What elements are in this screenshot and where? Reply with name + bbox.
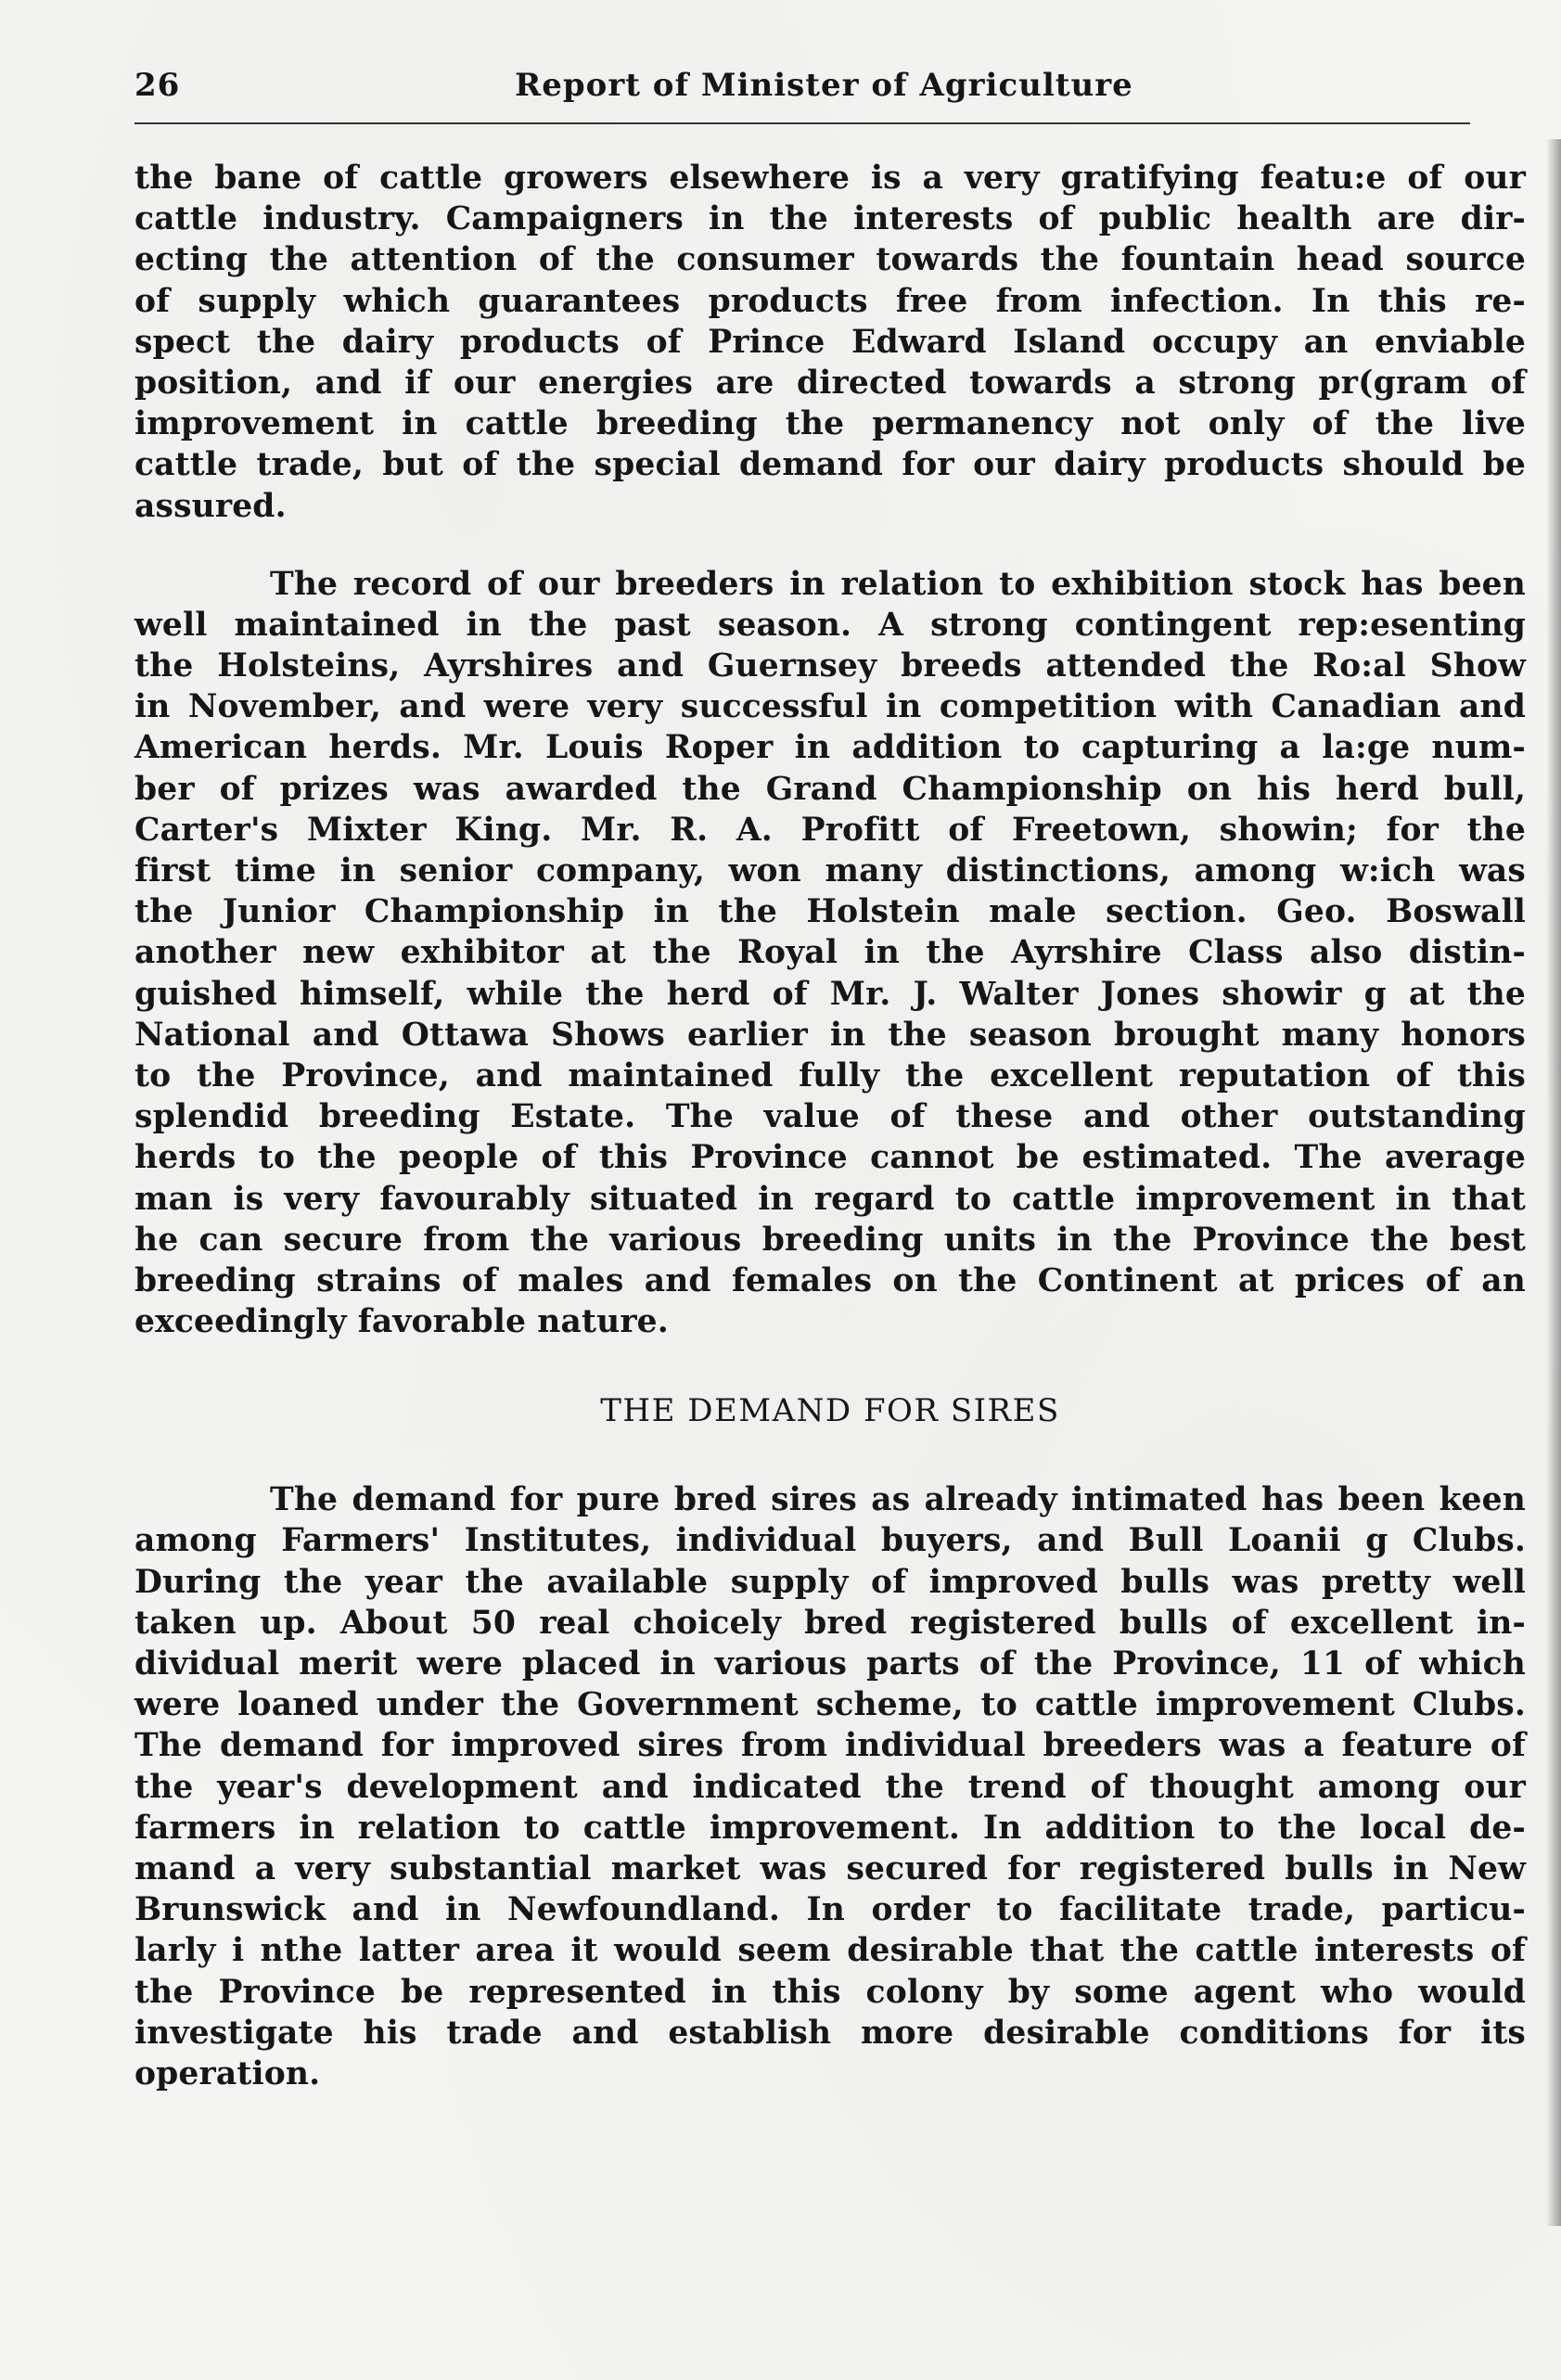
text-line: mand a very substantial market was secured for registered bulls in New	[134, 1849, 1526, 1887]
text-line: operation.	[134, 2054, 321, 2092]
text-line: position, and if our energies are directed towards a strong pr(gram of	[134, 364, 1526, 402]
text-line: guished himself, while the herd of Mr. J. Walter Jones showir g at the	[134, 975, 1526, 1013]
paragraph-exhibition-record	[134, 564, 1526, 1343]
paragraph-demand-for-sires	[134, 1479, 1526, 2094]
page-edge-shadow	[1546, 139, 1561, 2226]
text-line: splendid breeding Estate. The value of these and other outstanding	[134, 1098, 1526, 1136]
text-line: investigate his trade and establish more desirable conditions for its	[134, 2014, 1526, 2052]
text-line: man is very favourably situated in regard to cattle improvement in that	[134, 1180, 1526, 1218]
text-line: another new exhibitor at the Royal in the Ayrshire Class also distin-	[134, 934, 1526, 972]
text-line: well maintained in the past season. A strong contingent rep:esenting	[134, 606, 1526, 644]
running-title: Report of Minister of Agriculture	[515, 67, 1133, 104]
text-line: spect the dairy products of Prince Edward Island occupy an enviable	[134, 323, 1526, 361]
text-line: Carter's Mixter King. Mr. R. A. Profitt of Freetown, showin; for the	[134, 811, 1526, 849]
text-line: the bane of cattle growers elsewhere is a very gratifying featu:e of our	[134, 160, 1526, 197]
body-text	[134, 158, 1526, 2094]
text-line: of supply which guarantees products free from infection. In this re-	[134, 282, 1526, 320]
text-line: The demand for improved sires from individual breeders was a feature of	[134, 1727, 1526, 1765]
text-line: the year's development and indicated the trend of thought among our	[134, 1768, 1526, 1806]
text-line: taken up. About 50 real choicely bred registered bulls of excellent in-	[134, 1604, 1526, 1642]
page-number: 26	[134, 67, 181, 104]
text-line: ecting the attention of the consumer towards the fountain head source	[134, 241, 1526, 279]
text-line: herds to the people of this Province cannot be estimated. The average	[134, 1139, 1526, 1177]
text-line: During the year the available supply of improved bulls was pretty well	[134, 1563, 1526, 1601]
text-line: cattle trade, but of the special demand for our dairy products should be	[134, 446, 1526, 484]
paragraph-cattle-industry	[134, 158, 1526, 527]
text-line: to the Province, and maintained fully the excellent reputation of this	[134, 1056, 1526, 1094]
text-line: improvement in cattle breeding the permanency not only of the live	[134, 405, 1526, 443]
text-line: were loaned under the Government scheme, to cattle improvement Clubs.	[134, 1686, 1526, 1724]
text-line: The demand for pure bred sires as already intimated has been keen	[270, 1481, 1526, 1519]
text-line: first time in senior company, won many distinctions, among w:ich was	[134, 852, 1526, 889]
text-line: the Holsteins, Ayrshires and Guernsey breeds attended the Ro:al Show	[134, 647, 1526, 685]
section-heading: THE DEMAND FOR SIRES	[600, 1392, 1060, 1430]
text-line: ber of prizes was awarded the Grand Championship on his herd bull,	[134, 770, 1526, 808]
text-line: among Farmers' Institutes, individual buyers, and Bull Loanii g Clubs.	[134, 1522, 1526, 1560]
text-line: the Province be represented in this colony by some agent who would	[134, 1973, 1526, 2011]
text-line: the Junior Championship in the Holstein male section. Geo. Boswall	[134, 893, 1526, 931]
text-line: cattle industry. Campaigners in the interests of public health are dir-	[134, 200, 1526, 238]
text-line: in November, and were very successful in competition with Canadian and	[134, 688, 1526, 726]
text-line: American herds. Mr. Louis Roper in addition to capturing a la:ge num-	[134, 729, 1526, 767]
text-line: farmers in relation to cattle improvement. In addition to the local de-	[134, 1809, 1526, 1847]
text-line: breeding strains of males and females on the Continent at prices of an	[134, 1261, 1526, 1299]
text-line: larly i nthe latter area it would seem desirable that the cattle interests of	[134, 1932, 1526, 1970]
text-line: Brunswick and in Newfoundland. In order to facilitate trade, particu-	[134, 1891, 1526, 1929]
text-line: National and Ottawa Shows earlier in the season brought many honors	[134, 1016, 1526, 1054]
text-line: exceedingly favorable nature.	[134, 1303, 669, 1341]
text-line: he can secure from the various breeding units in the Province the best	[134, 1221, 1526, 1259]
text-line: The record of our breeders in relation to exhibition stock has been	[270, 565, 1526, 603]
text-line: dividual merit were placed in various parts of the Province, 11 of which	[134, 1645, 1526, 1683]
text-line: assured.	[134, 487, 287, 525]
running-header	[134, 67, 1470, 124]
